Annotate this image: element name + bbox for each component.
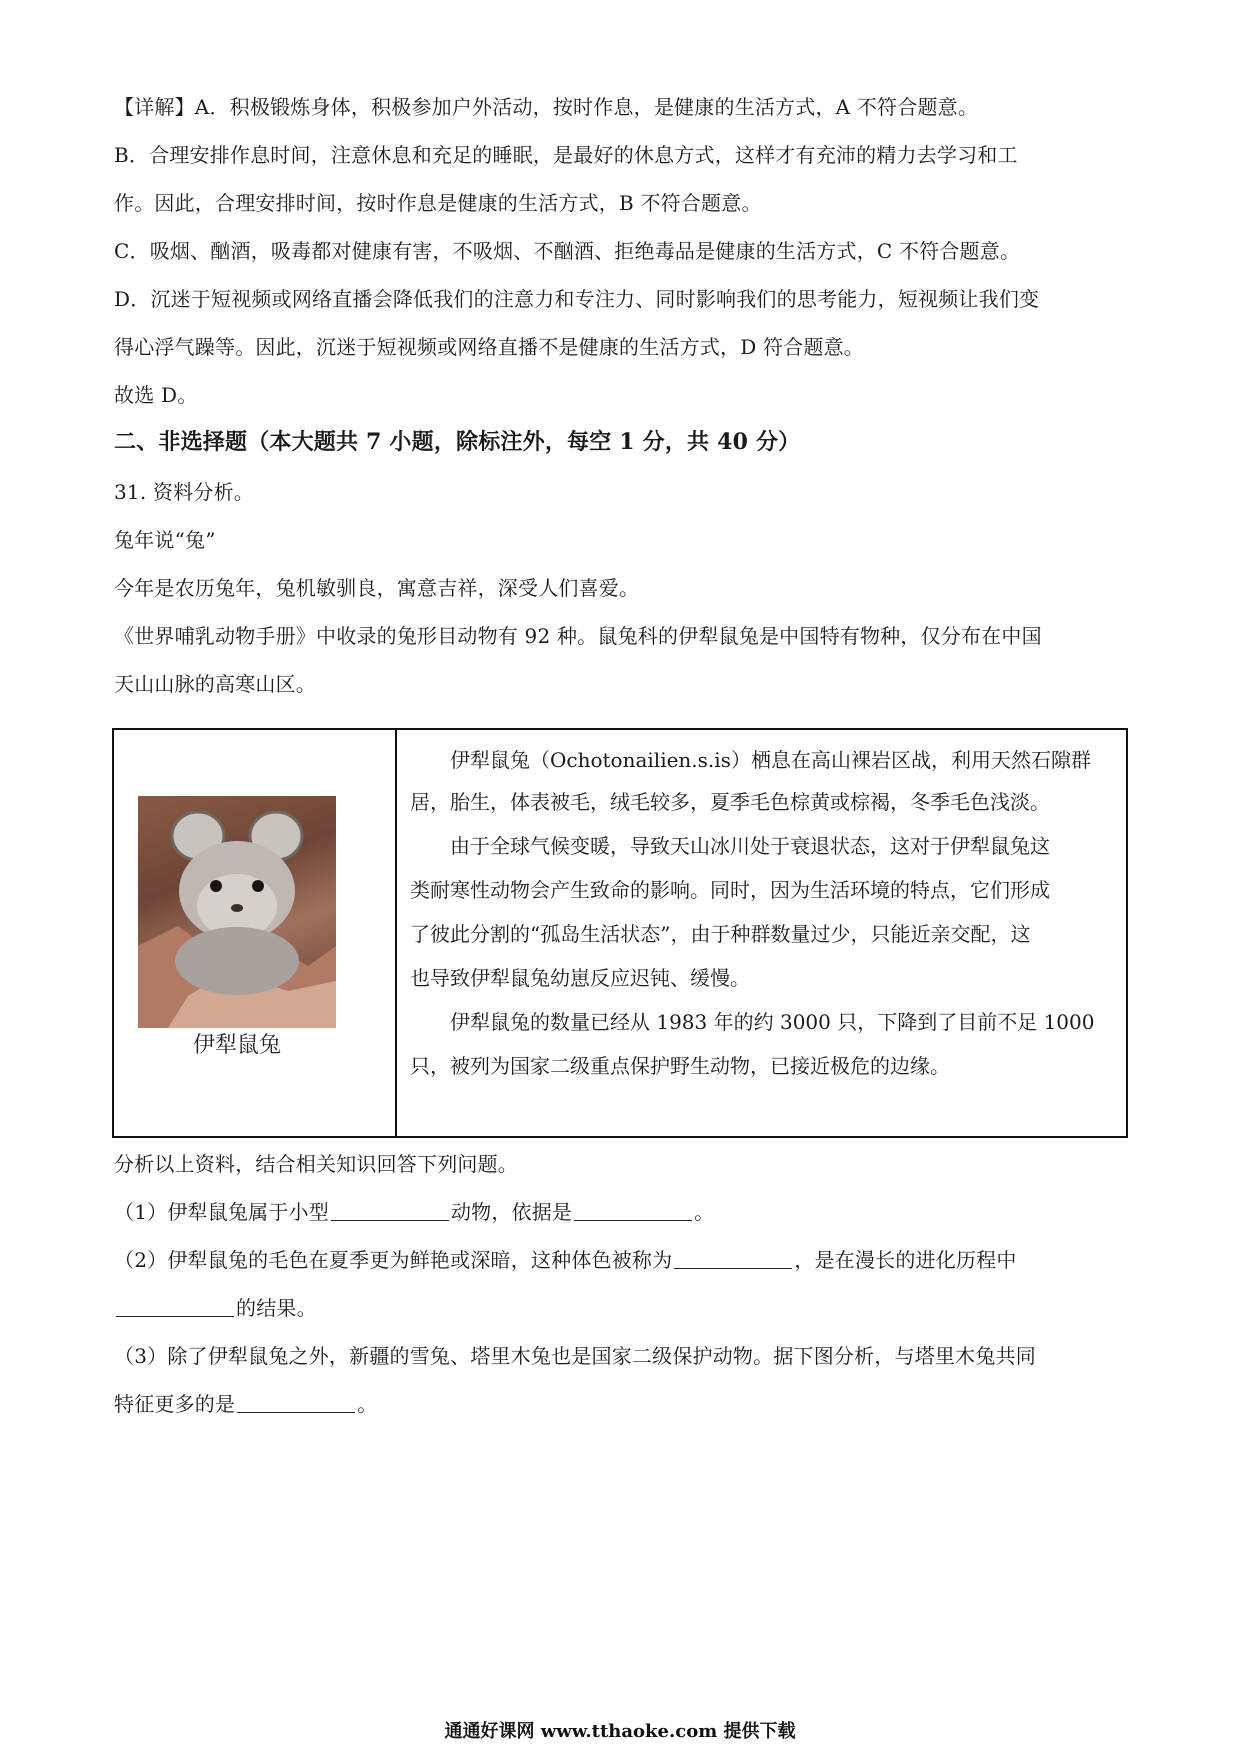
- intro-line: 天山山脉的高寒山区。: [114, 672, 316, 696]
- explanation-line: C．吸烟、酗酒，吸毒都对健康有害，不吸烟、不酗酒、拒绝毒品是健康的生活方式，C 不符合题意。: [114, 239, 1021, 263]
- q3-text-a: （3）除了伊犁鼠兔之外，新疆的雪兔、塔里木兔也是国家二级保护动物。据下图分析，与塔里木兔共同: [114, 1344, 1036, 1368]
- sub-question-2-cont: [114, 1294, 1134, 1322]
- pika-photo: [138, 796, 336, 1028]
- explanation-line: 故选 D。: [114, 383, 198, 407]
- table-text-line: 伊犁鼠兔的数量已经从 1983 年的约 3000 只，下降到了目前不足 1000: [450, 1010, 1095, 1034]
- q2-text-a: （2）伊犁鼠兔的毛色在夏季更为鲜艳或深暗，这种体色被称为: [114, 1248, 673, 1272]
- table-text-line: 伊犁鼠兔（Ochotonailien.s.is）栖息在高山裸岩区战，利用天然石隙群: [450, 748, 1091, 772]
- table-text-line: 了彼此分割的“孤岛生活状态”，由于种群数量过少，只能近亲交配，这: [410, 922, 1031, 946]
- q1-text-b: 动物，依据是: [450, 1200, 573, 1224]
- sub-question-3: [114, 1342, 1134, 1370]
- answer-blank[interactable]: [574, 1200, 692, 1221]
- section-heading: 二、非选择题（本大题共 7 小题，除标注外，每空 1 分，共 40 分）: [114, 429, 801, 455]
- table-divider: [395, 730, 397, 1136]
- answer-blank[interactable]: [331, 1200, 449, 1221]
- q1-text-a: （1）伊犁鼠兔属于小型: [114, 1200, 329, 1224]
- answer-blank[interactable]: [237, 1392, 355, 1413]
- analysis-prompt: 分析以上资料，结合相关知识回答下列问题。: [114, 1152, 518, 1176]
- table-text-line: 类耐寒性动物会产生致命的影响。同时，因为生活环境的特点，它们形成: [410, 878, 1050, 902]
- sub-question-1: [114, 1198, 1134, 1226]
- explanation-line: 作。因此，合理安排时间，按时作息是健康的生活方式，B 不符合题意。: [114, 191, 762, 215]
- page-footer: 通通好课网 www.tthaoke.com 提供下载: [444, 1721, 796, 1742]
- q3-text-b: 特征更多的是: [114, 1392, 236, 1416]
- table-text-line: 由于全球气候变暖，导致天山冰川处于衰退状态，这对于伊犁鼠兔这: [450, 834, 1050, 858]
- q2-text-c: 的结果。: [236, 1296, 317, 1320]
- sub-question-3-cont: [114, 1390, 1134, 1418]
- sub-question-2: [114, 1246, 1134, 1274]
- intro-line: 今年是农历兔年，兔机敏驯良，寓意吉祥，深受人们喜爱。: [114, 576, 640, 600]
- explanation-line: 【详解】A．积极锻炼身体，积极参加户外活动，按时作息，是健康的生活方式，A 不符合题意。: [114, 95, 979, 119]
- explanation-line: D．沉迷于短视频或网络直播会降低我们的注意力和专注力、同时影响我们的思考能力，短视频让我们变: [114, 287, 1040, 311]
- explanation-line: 得心浮气躁等。因此，沉迷于短视频或网络直播不是健康的生活方式，D 符合题意。: [114, 335, 864, 359]
- answer-blank[interactable]: [674, 1248, 792, 1269]
- explanation-line: B．合理安排作息时间，注意休息和充足的睡眠，是最好的休息方式，这样才有充沛的精力去学习和工: [114, 143, 1018, 167]
- table-text-line: 也导致伊犁鼠兔幼崽反应迟钝、缓慢。: [410, 966, 750, 990]
- photo-caption: 伊犁鼠兔: [192, 1033, 281, 1058]
- info-table: [112, 728, 1128, 1138]
- q2-text-b: ，是在漫长的进化历程中: [794, 1248, 1017, 1272]
- intro-line: 《世界哺乳动物手册》中收录的兔形目动物有 92 种。鼠兔科的伊犁鼠兔是中国特有物种，仅分布在中国: [114, 624, 1042, 648]
- table-text-line: 只，被列为国家二级重点保护野生动物，已接近极危的边缘。: [410, 1054, 950, 1078]
- table-text-line: 居，胎生，体表被毛，绒毛较多，夏季毛色棕黄或棕褐，冬季毛色浅淡。: [410, 790, 1050, 814]
- article-title: 兔年说“兔”: [114, 528, 216, 552]
- answer-blank[interactable]: [116, 1296, 234, 1317]
- q1-text-c: 。: [694, 1200, 715, 1224]
- q3-text-c: 。: [357, 1392, 378, 1416]
- question-number-title: 31. 资料分析。: [114, 480, 254, 504]
